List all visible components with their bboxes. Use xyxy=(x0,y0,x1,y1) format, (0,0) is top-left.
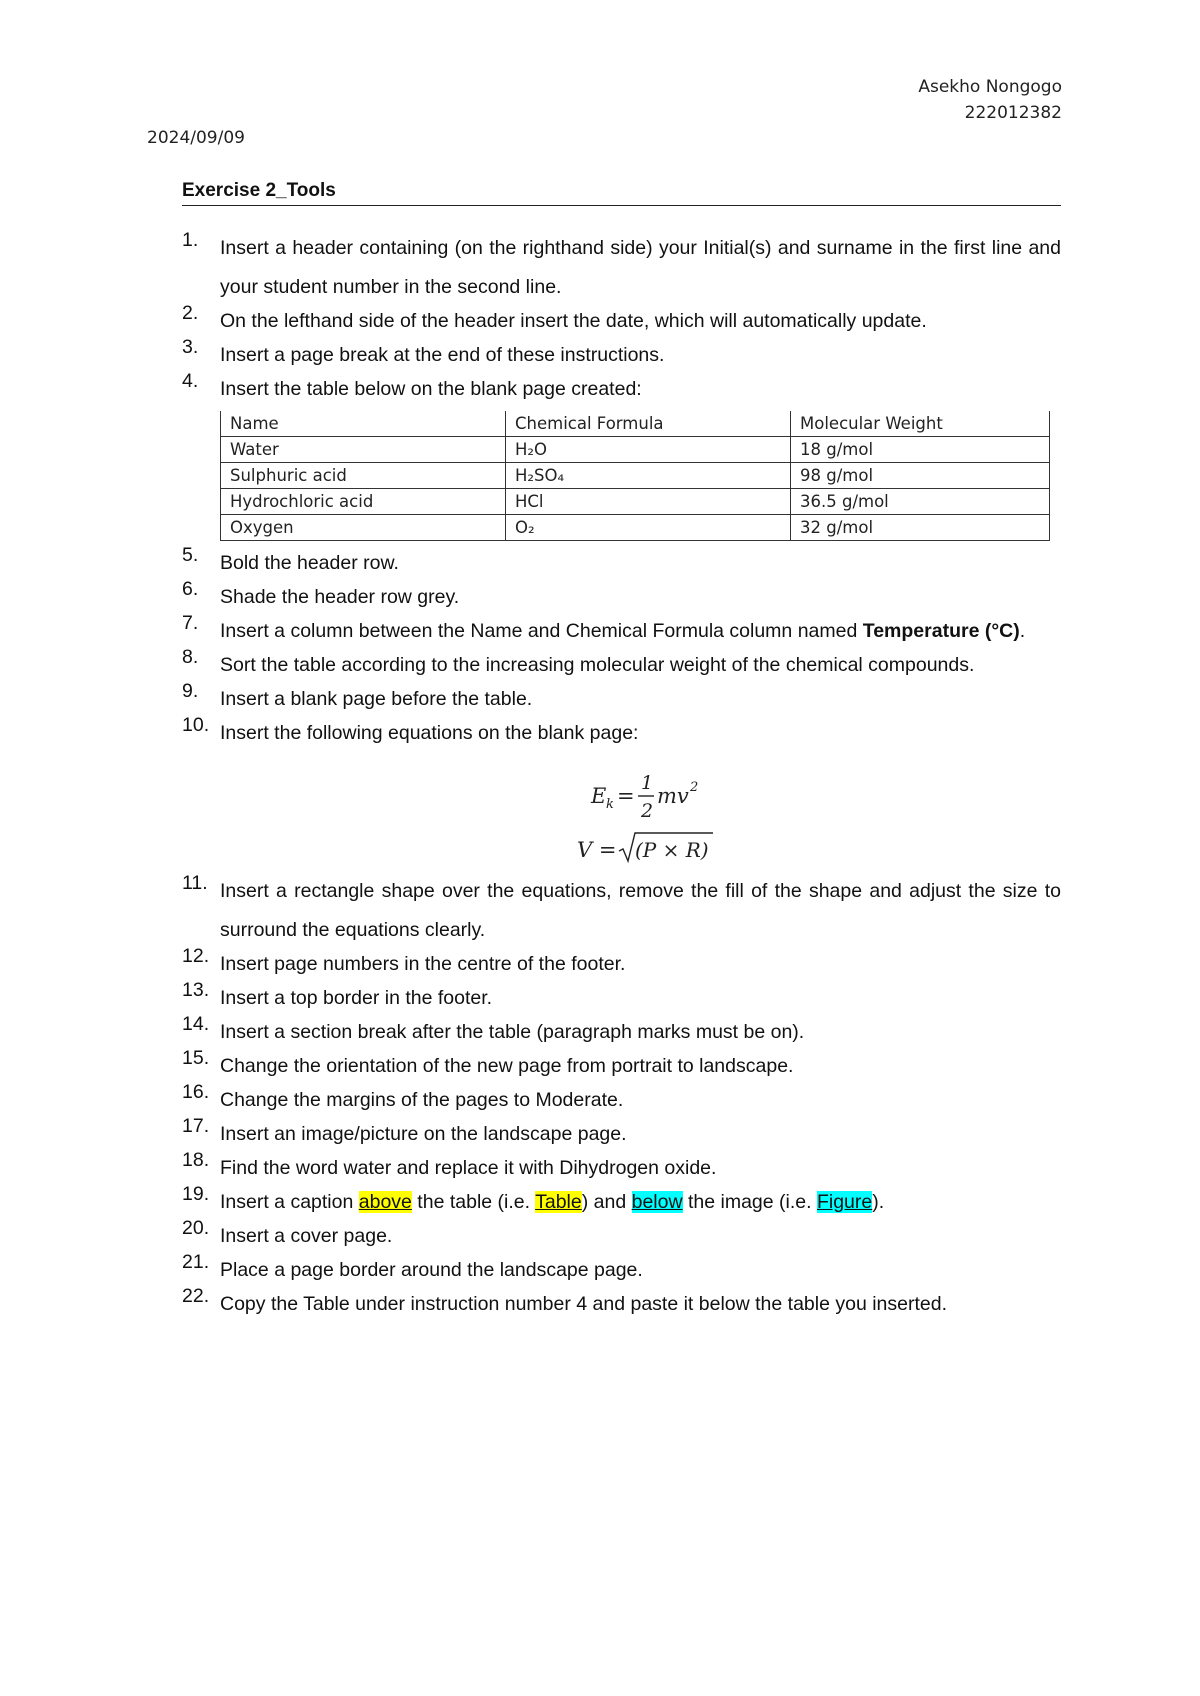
item-number: 7. xyxy=(182,612,199,634)
item-text: Insert the table below on the blank page created: xyxy=(220,378,642,400)
highlight-figure: Figure xyxy=(816,1191,873,1213)
table-cell: HCl xyxy=(506,489,791,515)
eq1-denominator: 2 xyxy=(641,800,654,822)
velocity-equation xyxy=(575,829,715,869)
list-item xyxy=(182,872,1061,950)
item-text: Bold the header row. xyxy=(220,552,399,574)
item-text: Insert a cover page. xyxy=(220,1225,393,1247)
table-cell: H₂SO₄ xyxy=(506,463,791,489)
table-cell: Hydrochloric acid xyxy=(221,489,506,515)
item-text: Insert a page break at the end of these instructions. xyxy=(220,344,665,366)
item-text-part: Insert a caption xyxy=(220,1191,359,1213)
table-cell: Oxygen xyxy=(221,515,506,541)
item-text: Insert an image/picture on the landscape page. xyxy=(220,1123,627,1145)
item-number: 12. xyxy=(182,945,210,967)
item-text: Change the margins of the pages to Moderate. xyxy=(220,1089,624,1111)
item-number: 4. xyxy=(182,370,199,392)
table-cell: H₂O xyxy=(506,437,791,463)
table-cell: O₂ xyxy=(506,515,791,541)
item-number: 16. xyxy=(182,1081,210,1103)
table-cell: Sulphuric acid xyxy=(221,463,506,489)
item-text: Sort the table according to the increasing molecular weight of the chemical compounds. xyxy=(220,654,975,676)
item-text: Copy the Table under instruction number 4 and paste it below the table you inserted. xyxy=(220,1293,948,1315)
item-text: Insert a section break after the table (paragraph marks must be on). xyxy=(220,1021,805,1043)
item-number: 6. xyxy=(182,578,199,600)
eq1-rhs: mv xyxy=(657,784,689,808)
table-row xyxy=(221,437,1050,463)
eq1-equals: = xyxy=(617,784,635,808)
item-number: 15. xyxy=(182,1047,210,1069)
item-text: Insert a top border in the footer. xyxy=(220,987,493,1009)
table-cell: 32 g/mol xyxy=(791,515,1050,541)
item-text: On the lefthand side of the header insert the date, which will automatically update. xyxy=(220,310,927,332)
item-number: 10. xyxy=(182,714,210,736)
item-text: Insert a rectangle shape over the equations, remove the fill of the shape and adjust the size to surround the equations clearly. xyxy=(220,880,1061,941)
item-text-part: the image (i.e. xyxy=(682,1191,817,1213)
table-cell: 36.5 g/mol xyxy=(791,489,1050,515)
item-number: 1. xyxy=(182,229,199,251)
table-row xyxy=(221,489,1050,515)
header-right xyxy=(918,74,1062,126)
chemical-table xyxy=(220,411,1050,541)
item-text: Insert a blank page before the table. xyxy=(220,688,533,710)
item-text-part: Insert a column between the Name and Chemical Formula column named xyxy=(220,620,863,642)
header-student-number: 222012382 xyxy=(964,103,1062,123)
item-text: Find the word water and replace it with Dihydrogen oxide. xyxy=(220,1157,717,1179)
list-item xyxy=(182,370,1061,409)
highlight-table: Table xyxy=(535,1191,582,1213)
item-text: Change the orientation of the new page from portrait to landscape. xyxy=(220,1055,794,1077)
item-number: 19. xyxy=(182,1183,210,1205)
eq1-sub: k xyxy=(606,797,614,812)
eq1-superscript: 2 xyxy=(690,780,699,795)
item-number: 3. xyxy=(182,336,199,358)
item-text-part: the table (i.e. xyxy=(411,1191,536,1213)
highlight-above: above xyxy=(358,1191,412,1213)
item-number: 11. xyxy=(182,872,208,894)
item-text: Place a page border around the landscape page. xyxy=(220,1259,643,1281)
item-number: 2. xyxy=(182,302,199,324)
document-title: Exercise 2_Tools xyxy=(182,180,1061,206)
kinetic-energy-equation xyxy=(587,767,707,823)
table-header-cell: Name xyxy=(221,411,506,437)
item-number: 5. xyxy=(182,544,199,566)
item-text-part: ). xyxy=(872,1191,885,1213)
item-text-part: ) and xyxy=(581,1191,632,1213)
eq1-lhs: E xyxy=(591,784,607,808)
item-number: 20. xyxy=(182,1217,210,1239)
chemical-table-wrapper xyxy=(220,411,1050,543)
header-name: Asekho Nongogo xyxy=(918,77,1062,97)
item-number: 18. xyxy=(182,1149,210,1171)
item-text: Insert the following equations on the blank page: xyxy=(220,722,639,744)
table-header-cell: Molecular Weight xyxy=(791,411,1050,437)
item-text: Shade the header row grey. xyxy=(220,586,460,608)
highlight-below: below xyxy=(631,1191,683,1213)
table-header-row xyxy=(221,411,1050,437)
list-item xyxy=(182,1285,1061,1324)
list-item xyxy=(182,229,1061,307)
item-number: 9. xyxy=(182,680,199,702)
table-cell: 18 g/mol xyxy=(791,437,1050,463)
item-text: Insert page numbers in the centre of the footer. xyxy=(220,953,626,975)
table-header-cell: Chemical Formula xyxy=(506,411,791,437)
header-date: 2024/09/09 xyxy=(147,128,245,148)
item-text-bold: Temperature (°C) xyxy=(862,620,1020,642)
item-number: 21. xyxy=(182,1251,210,1273)
item-number: 17. xyxy=(182,1115,210,1137)
item-text: Insert a header containing (on the righthand side) your Initial(s) and surname in the first line and your student number in the second line. xyxy=(220,237,1061,298)
instruction-list xyxy=(182,229,1061,1324)
item-number: 14. xyxy=(182,1013,210,1035)
equations-block xyxy=(182,753,1061,877)
eq1-numerator: 1 xyxy=(641,772,654,794)
eq2-lhs: V = xyxy=(577,838,617,862)
item-text-part: . xyxy=(1019,620,1026,642)
item-number: 13. xyxy=(182,979,210,1001)
eq2-inner: (P × R) xyxy=(635,838,709,862)
item-number: 8. xyxy=(182,646,199,668)
table-cell: 98 g/mol xyxy=(791,463,1050,489)
list-item xyxy=(182,714,1061,753)
table-row xyxy=(221,463,1050,489)
item-number: 22. xyxy=(182,1285,210,1307)
table-row xyxy=(221,515,1050,541)
table-cell: Water xyxy=(221,437,506,463)
